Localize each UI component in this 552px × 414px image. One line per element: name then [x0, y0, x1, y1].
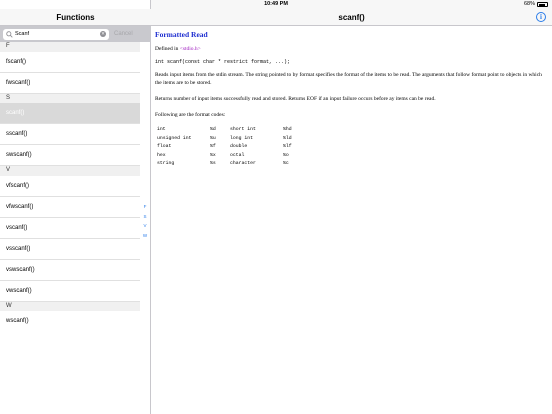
list-item[interactable]: wscanf(): [6, 318, 29, 324]
battery-icon: [537, 2, 548, 7]
table-cell: character: [230, 161, 256, 166]
table-cell: %lf: [283, 144, 292, 149]
table-row: [157, 144, 303, 151]
section-header-v: V: [0, 166, 140, 176]
defined-in: [155, 46, 201, 52]
table-cell: int: [157, 127, 166, 132]
table-cell: double: [230, 144, 248, 149]
table-cell: %ld: [283, 135, 292, 141]
list-item[interactable]: vwscanf(): [0, 281, 140, 302]
master-pane: [0, 0, 151, 414]
detail-nav-bar: [151, 9, 552, 26]
table-cell: %d: [210, 127, 216, 132]
doc-title: Formatted Read: [155, 30, 208, 39]
index-letter[interactable]: F: [143, 204, 147, 209]
master-title: Functions: [0, 9, 151, 26]
function-list: [0, 42, 140, 332]
table-cell: octal: [230, 152, 245, 158]
search-bar: [0, 26, 151, 42]
section-header-f: F: [0, 42, 140, 52]
list-item[interactable]: swscanf(): [0, 145, 140, 166]
index-letter[interactable]: S: [143, 213, 147, 219]
battery-percent: 68%: [523, 1, 535, 7]
header-link[interactable]: <stdio.h>: [179, 46, 201, 52]
clear-icon[interactable]: ✕: [101, 31, 105, 36]
table-cell: long int: [230, 135, 254, 141]
table-cell: %f: [210, 144, 216, 149]
format-codes-intro: Following are the format codes:: [155, 112, 226, 118]
table-cell: %c: [283, 161, 289, 166]
list-item[interactable]: vfwscanf(): [0, 197, 140, 218]
section-header-w: W: [0, 302, 140, 312]
search-box[interactable]: [3, 29, 109, 40]
table-cell: %x: [210, 152, 216, 158]
list-item[interactable]: fwscanf(): [0, 73, 140, 94]
list-item[interactable]: vfscanf(): [0, 176, 140, 197]
table-cell: float: [157, 144, 172, 149]
table-row: [157, 136, 303, 143]
table-row: [157, 153, 303, 160]
format-codes-table: [155, 125, 305, 170]
return-paragraph: Returns number of input items successfully read and stored. Returns EOF if an input failure occurs before ay items can be read.: [155, 96, 436, 102]
list-item[interactable]: vscanf(): [0, 218, 140, 239]
table-cell: %hd: [283, 127, 292, 132]
section-index[interactable]: [142, 202, 148, 240]
index-letter[interactable]: V: [143, 223, 147, 228]
detail-title: scanf(): [338, 13, 365, 22]
search-input[interactable]: [15, 29, 95, 40]
cancel-button[interactable]: Cancel: [114, 30, 133, 37]
function-signature: int scanf(const char * restrict format, ...);: [155, 59, 291, 65]
index-letter[interactable]: W: [142, 232, 148, 238]
description-paragraph: Reads input items from the stdin stream. The string pointed to by format specifies the format of the items to be read. The arguments that follow format point to objects in which the items are to be stored.: [155, 72, 542, 86]
table-cell: %s: [210, 161, 216, 166]
list-item[interactable]: sscanf(): [0, 124, 140, 145]
battery-indicator: [524, 0, 548, 9]
table-cell: %o: [283, 152, 289, 158]
table-row: [157, 161, 303, 168]
clock: 10:49 PM: [264, 1, 288, 7]
list-item[interactable]: fscanf(): [0, 52, 140, 73]
list-item-selected[interactable]: scanf(): [0, 103, 140, 124]
section-header-s: S: [0, 94, 140, 104]
list-item[interactable]: vswscanf(): [0, 260, 140, 281]
defined-in-prefix: Defined in: [155, 46, 180, 52]
table-cell: short int: [230, 127, 256, 132]
table-cell: hex: [157, 152, 166, 158]
table-row: [157, 127, 303, 134]
search-icon: [6, 31, 13, 38]
table-cell: string: [157, 161, 175, 166]
info-icon[interactable]: i: [536, 12, 546, 22]
table-cell: %u: [210, 135, 216, 141]
table-cell: unsigned int: [157, 135, 192, 141]
list-item[interactable]: vsscanf(): [0, 239, 140, 260]
